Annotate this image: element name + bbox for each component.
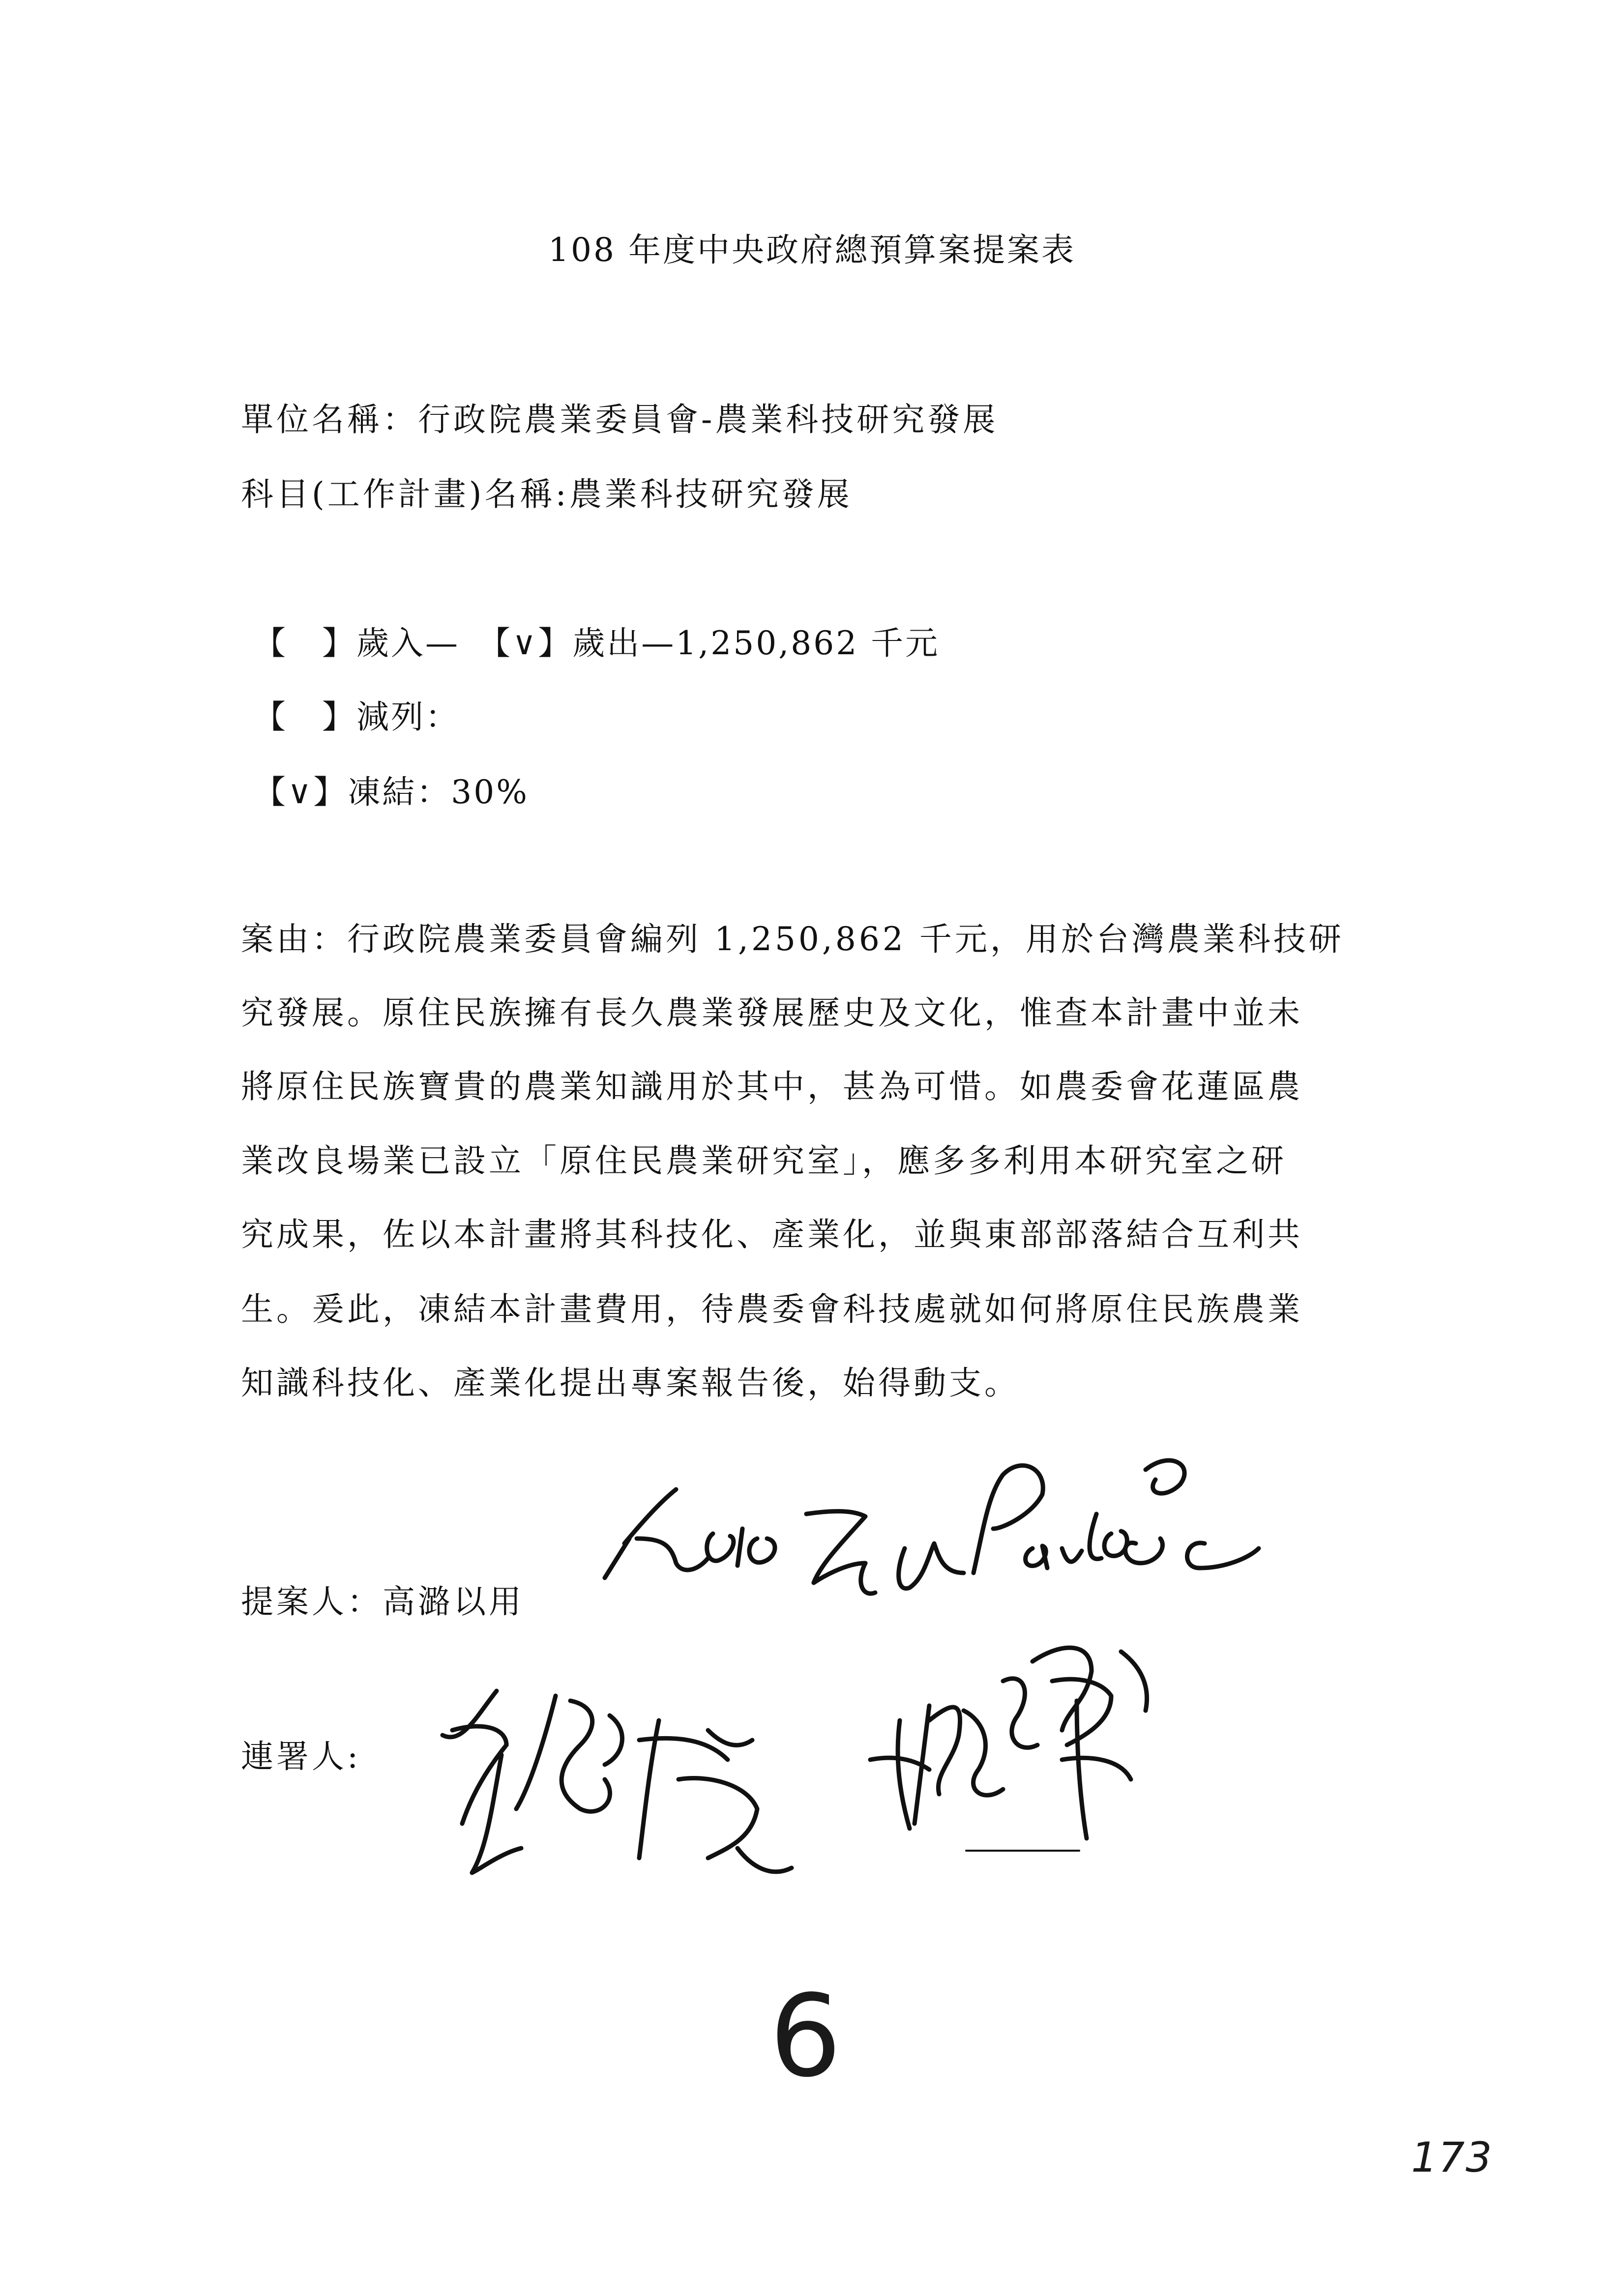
case-line: 業改良場業已設立「原住民農業研究室」，應多多利用本研究室之研 [241, 1142, 1287, 1180]
option-reduction: 【 】減列： [253, 698, 460, 736]
subject-name: 科目(工作計畫)名稱:農業科技研究發展 [241, 475, 853, 513]
case-line: 案由：行政院農業委員會編列 1,250,862 千元，用於台灣農業科技研 [241, 920, 1344, 958]
case-line: 將原住民族寶貴的農業知識用於其中，甚為可惜。如農委會花蓮區農 [241, 1068, 1303, 1105]
case-line: 生。爰此，凍結本計畫費用，待農委會科技處就如何將原住民族農業 [241, 1290, 1303, 1328]
cosigner-signature-1 [433, 1661, 806, 1888]
option-revenue-expenditure: 【 】歲入— 【∨】歲出—1,250,862 千元 [253, 624, 940, 662]
proposer-signature [590, 1416, 1328, 1622]
option-freeze: 【∨】凍結：30% [253, 773, 530, 811]
page-number: 173 [1411, 2133, 1493, 2181]
case-line: 究發展。原住民族擁有長久農業發展歷史及文化，惟查本計畫中並未 [241, 994, 1303, 1032]
form-title: 108 年度中央政府總預算案提案表 [548, 231, 1076, 269]
case-line: 究成果，佐以本計畫將其科技化、產業化，並與東部部落結合互利共 [241, 1216, 1303, 1253]
cosigner-signature-2 [856, 1622, 1190, 1858]
cosigners-label: 連署人: [241, 1738, 361, 1775]
unit-name: 單位名稱：行政院農業委員會-農業科技研究發展 [241, 401, 999, 438]
faint-mark [964, 1846, 1082, 1856]
case-line: 知識科技化、產業化提出專案報告後，始得動支。 [241, 1364, 1020, 1402]
handwritten-number: 6 [769, 1971, 842, 2102]
proposer-label: 提案人：高潞以用 [241, 1583, 524, 1621]
